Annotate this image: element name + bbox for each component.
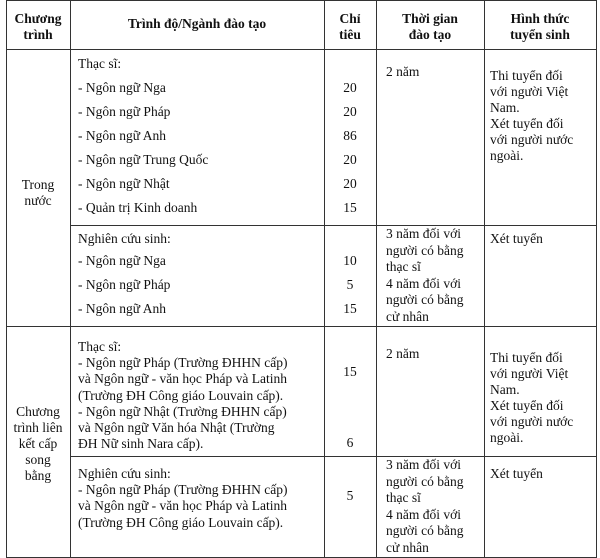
- quota-value: 20: [343, 176, 357, 191]
- header-program: Chương trình: [14, 11, 62, 42]
- header-duration: Thời gian đào tạo: [402, 11, 458, 42]
- list-item: - Ngôn ngữ Anh: [78, 128, 166, 143]
- quota-value: 15: [343, 301, 357, 316]
- grid-line: [70, 225, 597, 226]
- grid-line: [70, 456, 597, 457]
- grid-line: [6, 326, 597, 327]
- domestic-phd-title: Nghiên cứu sinh:: [78, 231, 171, 246]
- joint-phd-title: Nghiên cứu sinh:: [78, 466, 171, 481]
- grid-line: [484, 0, 485, 558]
- domestic-masters-title: Thạc sĩ:: [78, 56, 122, 71]
- quota-value: 20: [343, 104, 357, 119]
- grid-line: [376, 0, 377, 558]
- grid-line: [70, 0, 71, 558]
- list-item: - Ngôn ngữ Pháp: [78, 104, 171, 119]
- quota-value: 20: [343, 80, 357, 95]
- grid-line: [6, 0, 597, 1]
- duration-text: 3 năm đối với người có bằng thạc sĩ 4 năm đối với người có bằng cử nhân: [386, 226, 464, 324]
- admission-text: Thi tuyển đối với người Việt Nam. Xét tuyển đối với người nước ngoài.: [490, 68, 574, 163]
- duration-text: 3 năm đối với người có bằng thạc sĩ 4 năm đối với người có bằng cử nhân: [386, 457, 464, 555]
- duration-text: 2 năm: [386, 346, 420, 361]
- quota-value: 15: [343, 200, 357, 215]
- list-item: - Ngôn ngữ Nga: [78, 80, 166, 95]
- list-item: - Ngôn ngữ Nga: [78, 253, 166, 268]
- header-admission: Hình thức tuyển sinh: [510, 11, 570, 42]
- grid-line: [6, 49, 597, 50]
- admission-text: Xét tuyển: [490, 466, 543, 481]
- admission-text: Xét tuyển: [490, 231, 543, 246]
- list-item: - Ngôn ngữ Nhật: [78, 176, 170, 191]
- duration-text: 2 năm: [386, 64, 420, 79]
- quota-value: 5: [346, 277, 354, 292]
- list-item: - Quản trị Kinh doanh: [78, 200, 198, 215]
- grid-line: [596, 0, 597, 558]
- program-joint: Chương trình liên kết cấp song bằng: [13, 404, 63, 483]
- list-item: - Ngôn ngữ Pháp: [78, 277, 171, 292]
- program-domestic: Trong nước: [21, 177, 55, 208]
- header-level: Trình độ/Ngành đào tạo: [127, 16, 267, 31]
- admission-text: Thi tuyển đối với người Việt Nam. Xét tuyển đối với người nước ngoài.: [490, 350, 574, 445]
- quota-value: 5: [346, 488, 354, 503]
- list-item: - Ngôn ngữ Trung Quốc: [78, 152, 209, 167]
- quota-value: 15: [343, 364, 357, 379]
- quota-value: 6: [346, 435, 354, 450]
- quota-value: 10: [343, 253, 357, 268]
- quota-value: 20: [343, 152, 357, 167]
- header-quota: Chỉ tiêu: [339, 11, 361, 42]
- joint-masters-title: Thạc sĩ:: [78, 339, 122, 354]
- joint-phd-text: - Ngôn ngữ Pháp (Trường ĐHHN cấp) và Ngôn ngữ - văn học Pháp và Latinh (Trường ĐH Công giáo Louvain cấp).: [78, 482, 288, 530]
- joint-masters-text: - Ngôn ngữ Pháp (Trường ĐHHN cấp) và Ngôn ngữ - văn học Pháp và Latinh (Trường ĐH Công giáo Louvain cấp). - Ngôn ngữ Nhật (Trường ĐHHN cấp) và Ngôn ngữ Văn hóa Nhật (Trường ĐH Nữ sinh Nara cấp).: [78, 355, 288, 452]
- quota-value: 86: [343, 128, 357, 143]
- list-item: - Ngôn ngữ Anh: [78, 301, 166, 316]
